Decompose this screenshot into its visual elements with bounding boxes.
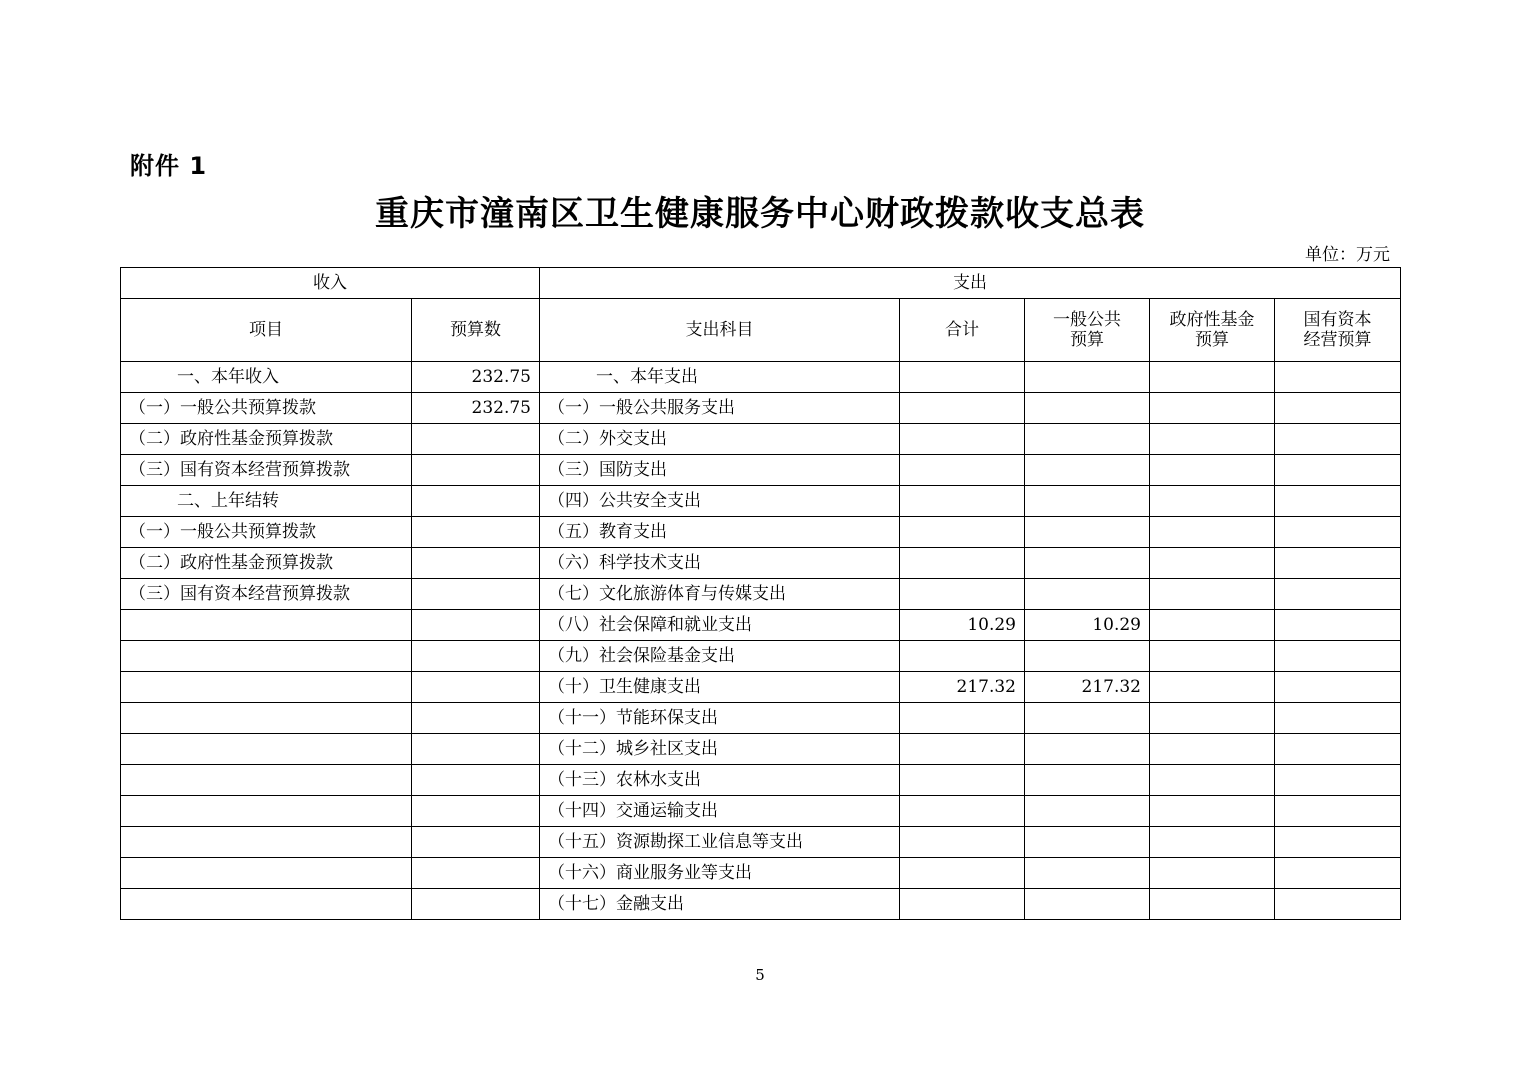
state-capital-cell <box>1275 362 1401 393</box>
header-gov-fund-line2: 预算 <box>1195 330 1229 350</box>
income-value-cell <box>412 641 540 672</box>
total-cell <box>900 796 1025 827</box>
gov-fund-cell <box>1150 827 1275 858</box>
income-item-cell: 一、本年收入 <box>121 362 412 393</box>
gov-fund-cell <box>1150 703 1275 734</box>
income-item-cell: （三）国有资本经营预算拨款 <box>121 455 412 486</box>
table-row <box>121 424 1401 455</box>
expense-item-cell: （十六）商业服务业等支出 <box>540 858 900 889</box>
table-row <box>121 858 1401 889</box>
expense-item-cell: （九）社会保险基金支出 <box>540 641 900 672</box>
gov-fund-cell <box>1150 765 1275 796</box>
table-row <box>121 610 1401 641</box>
income-value-cell <box>412 424 540 455</box>
column-header-row <box>121 299 1401 362</box>
table-row <box>121 703 1401 734</box>
general-public-cell <box>1025 765 1150 796</box>
income-item-cell: （三）国有资本经营预算拨款 <box>121 579 412 610</box>
state-capital-cell <box>1275 858 1401 889</box>
state-capital-cell <box>1275 393 1401 424</box>
general-public-cell <box>1025 796 1150 827</box>
table-row <box>121 486 1401 517</box>
header-general-public-line1: 一般公共 <box>1053 310 1121 330</box>
income-item-cell: 二、上年结转 <box>121 486 412 517</box>
table-row <box>121 641 1401 672</box>
total-cell <box>900 858 1025 889</box>
general-public-cell <box>1025 362 1150 393</box>
state-capital-cell <box>1275 765 1401 796</box>
expense-item-cell: （十五）资源勘探工业信息等支出 <box>540 827 900 858</box>
income-item-cell <box>121 765 412 796</box>
total-cell: 217.32 <box>900 672 1025 703</box>
gov-fund-cell <box>1150 610 1275 641</box>
expense-item-cell: （七）文化旅游体育与传媒支出 <box>540 579 900 610</box>
gov-fund-cell <box>1150 579 1275 610</box>
total-cell <box>900 486 1025 517</box>
gov-fund-cell <box>1150 486 1275 517</box>
header-gov-fund <box>1150 299 1275 362</box>
income-value-cell <box>412 486 540 517</box>
general-public-cell <box>1025 889 1150 920</box>
income-value-cell <box>412 703 540 734</box>
table-row <box>121 889 1401 920</box>
table-row <box>121 796 1401 827</box>
income-item-cell <box>121 641 412 672</box>
table-row <box>121 672 1401 703</box>
expense-item-cell: 一、本年支出 <box>540 362 900 393</box>
gov-fund-cell <box>1150 424 1275 455</box>
general-public-cell <box>1025 734 1150 765</box>
income-item-cell <box>121 734 412 765</box>
total-cell <box>900 703 1025 734</box>
state-capital-cell <box>1275 672 1401 703</box>
income-item-cell <box>121 796 412 827</box>
state-capital-cell <box>1275 455 1401 486</box>
income-item-cell: （一）一般公共预算拨款 <box>121 517 412 548</box>
expense-item-cell: （三）国防支出 <box>540 455 900 486</box>
expense-item-cell: （十）卫生健康支出 <box>540 672 900 703</box>
section-income: 收入 <box>121 268 540 299</box>
income-item-cell: （二）政府性基金预算拨款 <box>121 424 412 455</box>
total-cell <box>900 827 1025 858</box>
income-item-cell: （二）政府性基金预算拨款 <box>121 548 412 579</box>
gov-fund-cell <box>1150 672 1275 703</box>
income-value-cell <box>412 610 540 641</box>
general-public-cell <box>1025 455 1150 486</box>
income-value-cell <box>412 517 540 548</box>
total-cell <box>900 455 1025 486</box>
income-item-cell <box>121 672 412 703</box>
budget-summary-table <box>120 267 1401 920</box>
income-value-cell <box>412 858 540 889</box>
general-public-cell <box>1025 393 1150 424</box>
income-value-cell <box>412 455 540 486</box>
income-item-cell <box>121 889 412 920</box>
table-row <box>121 827 1401 858</box>
income-item-cell <box>121 827 412 858</box>
general-public-cell <box>1025 858 1150 889</box>
income-value-cell: 232.75 <box>412 393 540 424</box>
total-cell: 10.29 <box>900 610 1025 641</box>
gov-fund-cell <box>1150 641 1275 672</box>
state-capital-cell <box>1275 517 1401 548</box>
general-public-cell <box>1025 579 1150 610</box>
table-row <box>121 455 1401 486</box>
attachment-label: 附件 1 <box>130 152 208 180</box>
total-cell <box>900 548 1025 579</box>
section-expense: 支出 <box>540 268 1401 299</box>
document-title: 重庆市潼南区卫生健康服务中心财政拨款收支总表 <box>375 194 1145 234</box>
unit-label: 单位：万元 <box>1305 245 1390 265</box>
expense-item-cell: （十三）农林水支出 <box>540 765 900 796</box>
table-row <box>121 734 1401 765</box>
total-cell <box>900 362 1025 393</box>
general-public-cell <box>1025 517 1150 548</box>
expense-item-cell: （八）社会保障和就业支出 <box>540 610 900 641</box>
income-item-cell: （一）一般公共预算拨款 <box>121 393 412 424</box>
income-value-cell <box>412 548 540 579</box>
general-public-cell <box>1025 548 1150 579</box>
table-row <box>121 362 1401 393</box>
income-item-cell <box>121 703 412 734</box>
general-public-cell <box>1025 703 1150 734</box>
income-value-cell <box>412 889 540 920</box>
state-capital-cell <box>1275 548 1401 579</box>
total-cell <box>900 734 1025 765</box>
state-capital-cell <box>1275 703 1401 734</box>
state-capital-cell <box>1275 889 1401 920</box>
expense-item-cell: （二）外交支出 <box>540 424 900 455</box>
general-public-cell: 217.32 <box>1025 672 1150 703</box>
state-capital-cell <box>1275 827 1401 858</box>
table-row <box>121 765 1401 796</box>
income-item-cell <box>121 610 412 641</box>
header-budget: 预算数 <box>412 299 540 362</box>
expense-item-cell: （十七）金融支出 <box>540 889 900 920</box>
header-general-public-line2: 预算 <box>1070 330 1104 350</box>
state-capital-cell <box>1275 641 1401 672</box>
expense-item-cell: （六）科学技术支出 <box>540 548 900 579</box>
income-value-cell <box>412 672 540 703</box>
table-row <box>121 517 1401 548</box>
header-expense-subject: 支出科目 <box>540 299 900 362</box>
header-item: 项目 <box>121 299 412 362</box>
expense-item-cell: （十二）城乡社区支出 <box>540 734 900 765</box>
total-cell <box>900 393 1025 424</box>
gov-fund-cell <box>1150 858 1275 889</box>
state-capital-cell <box>1275 424 1401 455</box>
gov-fund-cell <box>1150 796 1275 827</box>
header-state-capital <box>1275 299 1401 362</box>
total-cell <box>900 765 1025 796</box>
state-capital-cell <box>1275 610 1401 641</box>
expense-item-cell: （十四）交通运输支出 <box>540 796 900 827</box>
income-value-cell: 232.75 <box>412 362 540 393</box>
general-public-cell <box>1025 424 1150 455</box>
section-header-row <box>121 268 1401 299</box>
total-cell <box>900 641 1025 672</box>
header-state-capital-line2: 经营预算 <box>1303 330 1372 350</box>
income-value-cell <box>412 579 540 610</box>
table-row <box>121 548 1401 579</box>
header-total: 合计 <box>900 299 1025 362</box>
total-cell <box>900 579 1025 610</box>
state-capital-cell <box>1275 486 1401 517</box>
header-general-public <box>1025 299 1150 362</box>
general-public-cell <box>1025 827 1150 858</box>
header-gov-fund-line1: 政府性基金 <box>1169 310 1255 330</box>
income-item-cell <box>121 858 412 889</box>
income-value-cell <box>412 827 540 858</box>
general-public-cell <box>1025 486 1150 517</box>
gov-fund-cell <box>1150 455 1275 486</box>
table-row <box>121 579 1401 610</box>
gov-fund-cell <box>1150 734 1275 765</box>
gov-fund-cell <box>1150 548 1275 579</box>
expense-item-cell: （一）一般公共服务支出 <box>540 393 900 424</box>
income-value-cell <box>412 734 540 765</box>
state-capital-cell <box>1275 579 1401 610</box>
total-cell <box>900 517 1025 548</box>
general-public-cell: 10.29 <box>1025 610 1150 641</box>
gov-fund-cell <box>1150 517 1275 548</box>
header-state-capital-line1: 国有资本 <box>1303 310 1372 330</box>
total-cell <box>900 424 1025 455</box>
state-capital-cell <box>1275 796 1401 827</box>
state-capital-cell <box>1275 734 1401 765</box>
income-value-cell <box>412 796 540 827</box>
total-cell <box>900 889 1025 920</box>
table-row <box>121 393 1401 424</box>
income-value-cell <box>412 765 540 796</box>
expense-item-cell: （四）公共安全支出 <box>540 486 900 517</box>
gov-fund-cell <box>1150 393 1275 424</box>
expense-item-cell: （十一）节能环保支出 <box>540 703 900 734</box>
general-public-cell <box>1025 641 1150 672</box>
page-number: 5 <box>755 966 765 984</box>
expense-item-cell: （五）教育支出 <box>540 517 900 548</box>
gov-fund-cell <box>1150 889 1275 920</box>
gov-fund-cell <box>1150 362 1275 393</box>
